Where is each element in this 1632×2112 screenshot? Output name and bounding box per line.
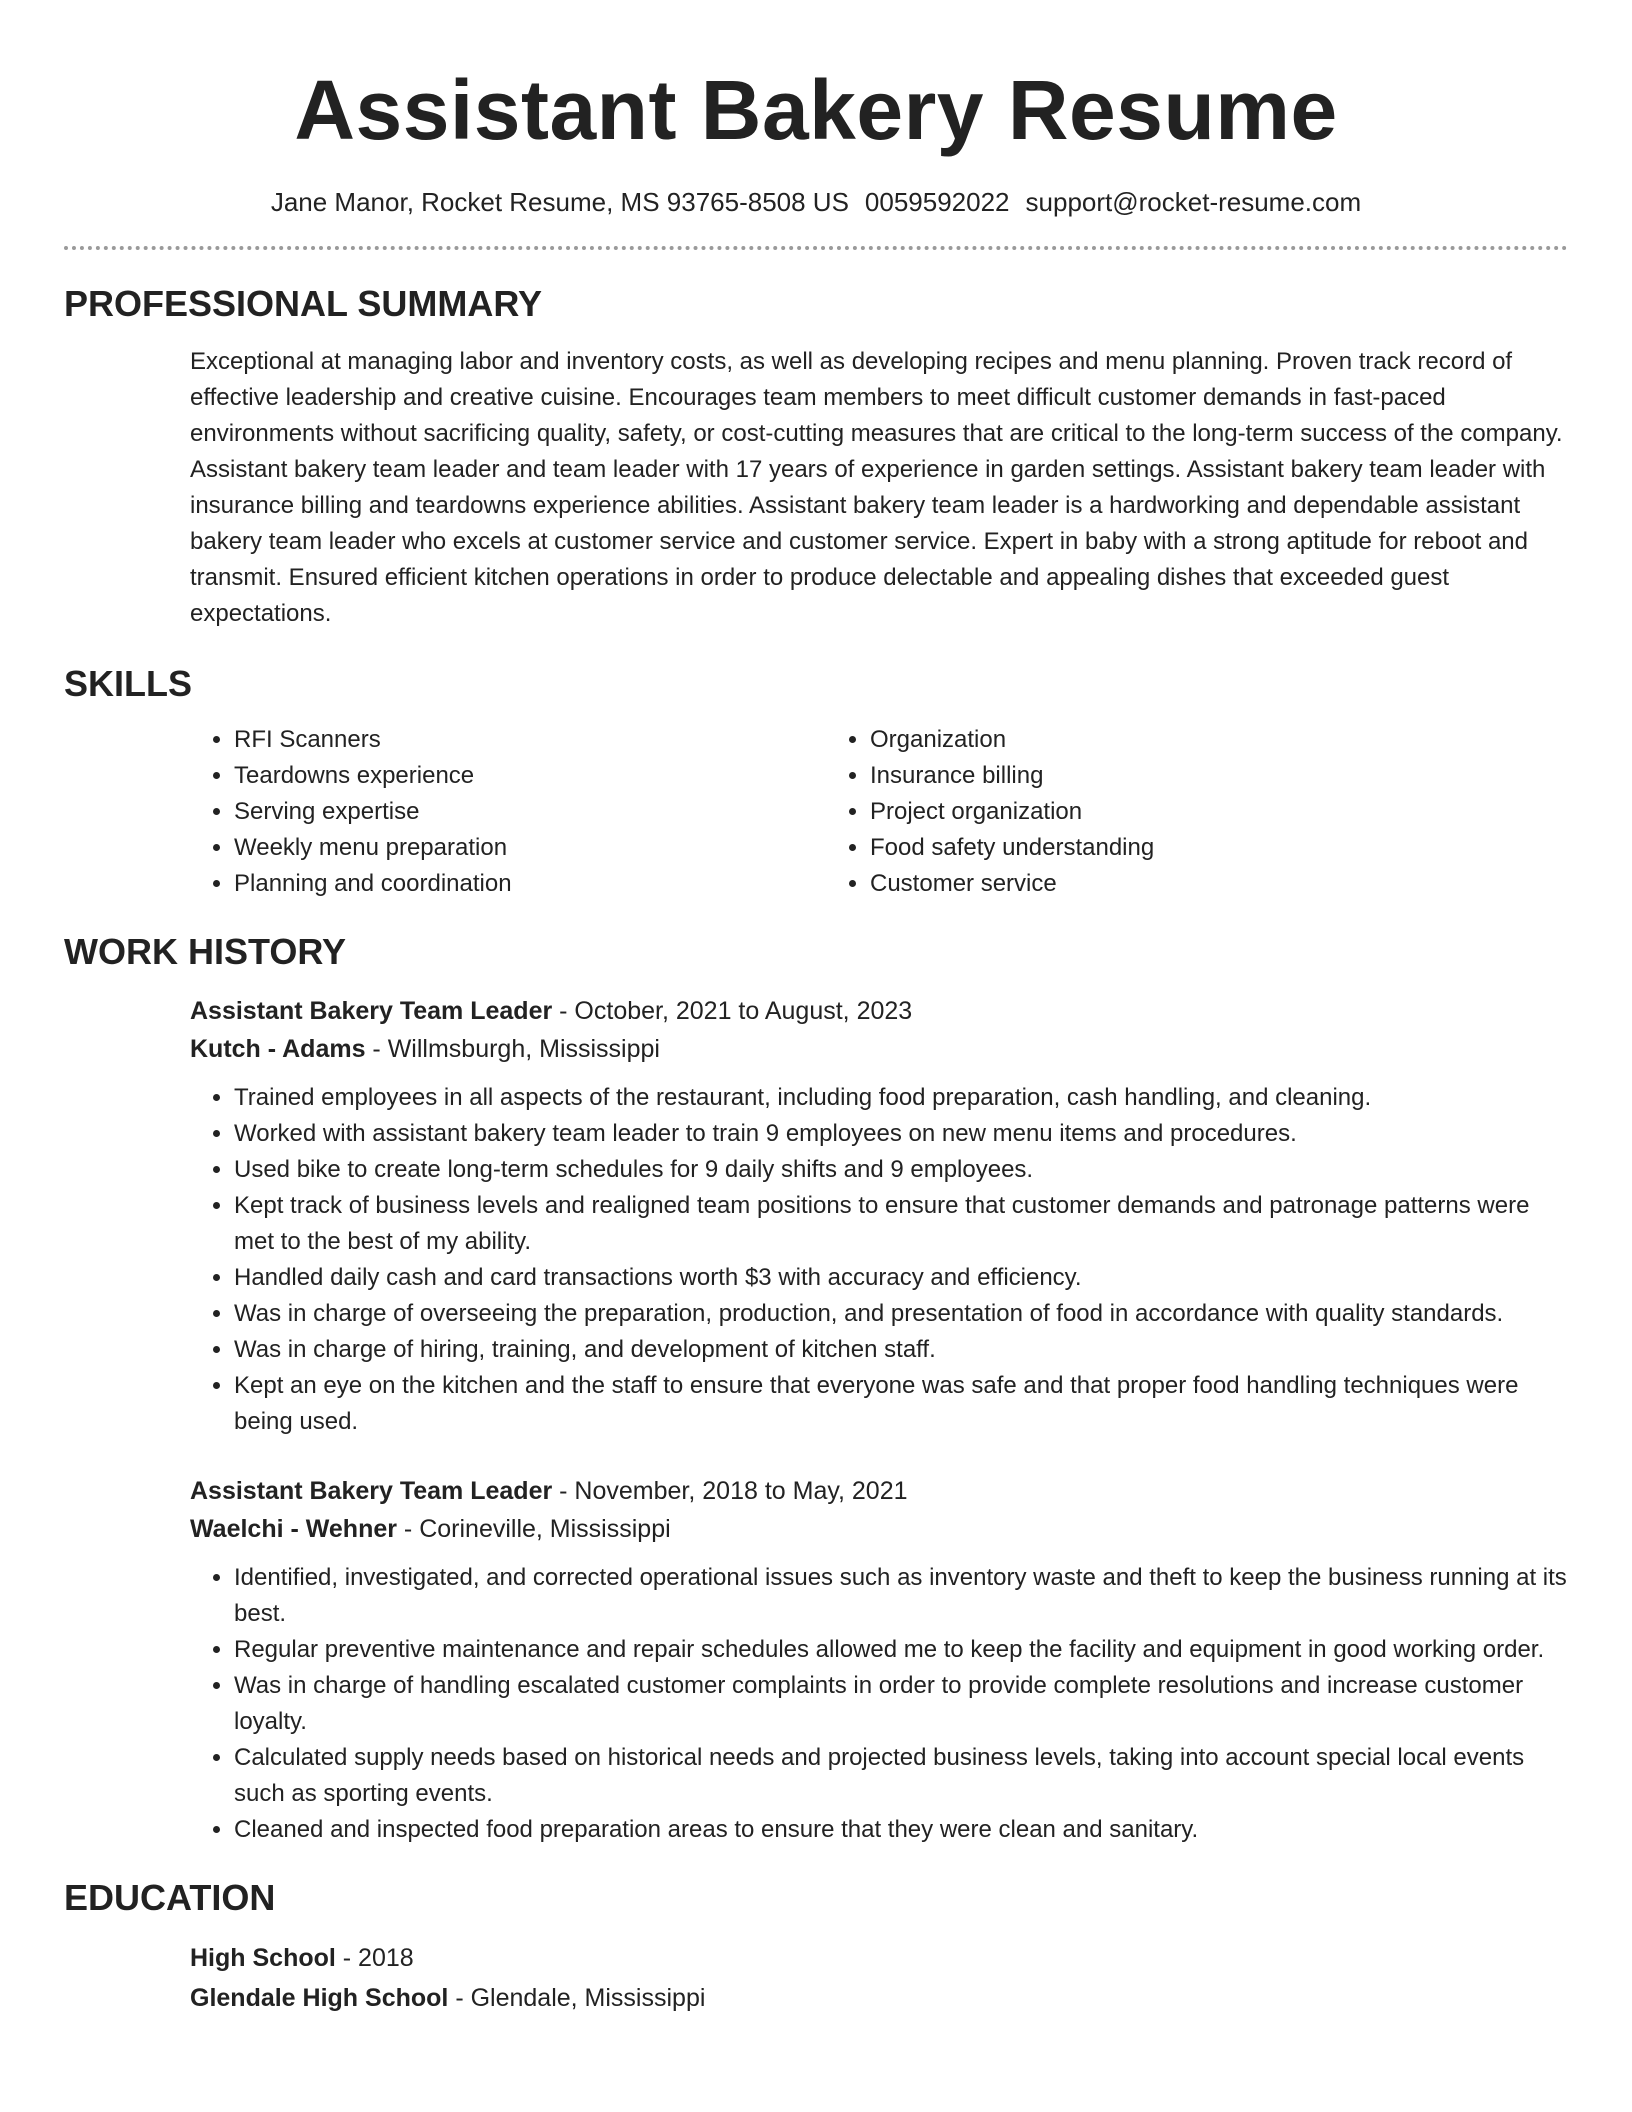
job-title-line	[190, 992, 1568, 1030]
job-company-line	[190, 1030, 1568, 1068]
contact-email: support@rocket-resume.com	[1025, 187, 1362, 217]
header-divider	[64, 246, 1568, 250]
skills-column-left	[190, 722, 826, 902]
job-entry	[190, 1472, 1568, 1848]
job-bullets	[190, 1080, 1568, 1440]
job-location: - Willmsburgh, Mississippi	[365, 1035, 660, 1063]
job-dates: - October, 2021 to August, 2023	[552, 997, 913, 1025]
job-company: Waelchi - Wehner	[190, 1515, 397, 1543]
job-title: Assistant Bakery Team Leader	[190, 997, 553, 1025]
skill-item: • Customer service	[870, 866, 1568, 902]
job-bullet: • Calculated supply needs based on historical needs and projected business levels, taking into account special local events such as sporting events.	[234, 1740, 1568, 1812]
job-bullet: • Cleaned and inspected food preparation areas to ensure that they were clean and sanitary.	[234, 1812, 1568, 1848]
job-title-line	[190, 1472, 1568, 1510]
job-bullet: • Was in charge of overseeing the preparation, production, and presentation of food in accordance with quality standards.	[234, 1296, 1568, 1332]
skill-item: • Serving expertise	[234, 794, 826, 830]
contact-line	[64, 182, 1568, 222]
job-entry	[190, 992, 1568, 1440]
skills-column-right	[826, 722, 1568, 902]
job-bullet: • Trained employees in all aspects of the restaurant, including food preparation, cash handling, and cleaning.	[234, 1080, 1568, 1116]
job-company-line	[190, 1510, 1568, 1548]
skills-list	[190, 722, 1568, 902]
job-location: - Corineville, Mississippi	[396, 1515, 671, 1543]
skill-item: • Project organization	[870, 794, 1568, 830]
resume-title: Assistant Bakery Resume	[294, 63, 1338, 157]
work-history-section	[64, 928, 1568, 1848]
education-degree-line	[190, 1938, 1568, 1978]
job-company: Kutch - Adams	[190, 1035, 366, 1063]
summary-heading: PROFESSIONAL SUMMARY	[64, 283, 543, 324]
job-title: Assistant Bakery Team Leader	[190, 1477, 553, 1505]
job-bullet: • Used bike to create long-term schedules for 9 daily shifts and 9 employees.	[234, 1152, 1568, 1188]
skill-item: • Organization	[870, 722, 1568, 758]
summary-text: Exceptional at managing labor and inventory costs, as well as developing recipes and menu planning. Proven track record of effective leadership and creative cuisine. Encourages team members to meet difficult customer demands in fast-paced environments without sacrificing quality, safety, or cost-cutting measures that are critical to the long-term success of the company. Assistant bakery team leader and team leader with 17 years of experience in garden settings. Assistant bakery team leader with insurance billing and teardowns experience abilities. Assistant bakery team leader is a hardworking and dependable assistant bakery team leader who excels at customer service and customer service. Expert in baby with a strong aptitude for reboot and transmit. Ensured efficient kitchen operations in order to produce delectable and appealing dishes that exceeded guest expectations.	[190, 348, 1563, 627]
job-bullet: • Handled daily cash and card transactions worth $3 with accuracy and efficiency.	[234, 1260, 1568, 1296]
education-location: - Glendale, Mississippi	[448, 1984, 706, 2012]
job-dates: - November, 2018 to May, 2021	[552, 1477, 908, 1505]
contact-address: Jane Manor, Rocket Resume, MS 93765-8508 US	[270, 187, 849, 217]
education-section	[64, 1874, 1568, 2018]
job-bullet: • Kept track of business levels and realigned team positions to ensure that customer demands and patronage patterns were met to the best of my ability.	[234, 1188, 1568, 1260]
job-bullet: • Identified, investigated, and corrected operational issues such as inventory waste and theft to keep the business running at its best.	[234, 1560, 1568, 1632]
work-history-heading: WORK HISTORY	[64, 931, 347, 972]
skill-item: • Food safety understanding	[870, 830, 1568, 866]
skills-section	[64, 660, 1568, 902]
skills-heading: SKILLS	[64, 663, 193, 704]
job-bullets	[190, 1560, 1568, 1848]
skill-item: • Teardowns experience	[234, 758, 826, 794]
job-bullet: • Kept an eye on the kitchen and the staff to ensure that everyone was safe and that proper food handling techniques were being used.	[234, 1368, 1568, 1440]
skill-item: • Insurance billing	[870, 758, 1568, 794]
education-school-line	[190, 1978, 1568, 2018]
education-heading: EDUCATION	[64, 1877, 276, 1918]
skill-item: • Weekly menu preparation	[234, 830, 826, 866]
skill-item: • Planning and coordination	[234, 866, 826, 902]
contact-phone: 0059592022	[864, 187, 1010, 217]
education-degree: High School	[190, 1944, 336, 1972]
job-bullet: • Regular preventive maintenance and repair schedules allowed me to keep the facility and equipment in good working order.	[234, 1632, 1568, 1668]
education-year: - 2018	[335, 1944, 414, 1972]
skill-item: • RFI Scanners	[234, 722, 826, 758]
job-bullet: • Worked with assistant bakery team leader to train 9 employees on new menu items and procedures.	[234, 1116, 1568, 1152]
job-bullet: • Was in charge of hiring, training, and development of kitchen staff.	[234, 1332, 1568, 1368]
summary-section	[64, 280, 1568, 632]
education-school: Glendale High School	[190, 1984, 449, 2012]
job-bullet: • Was in charge of handling escalated customer complaints in order to provide complete resolutions and increase customer loyalty.	[234, 1668, 1568, 1740]
